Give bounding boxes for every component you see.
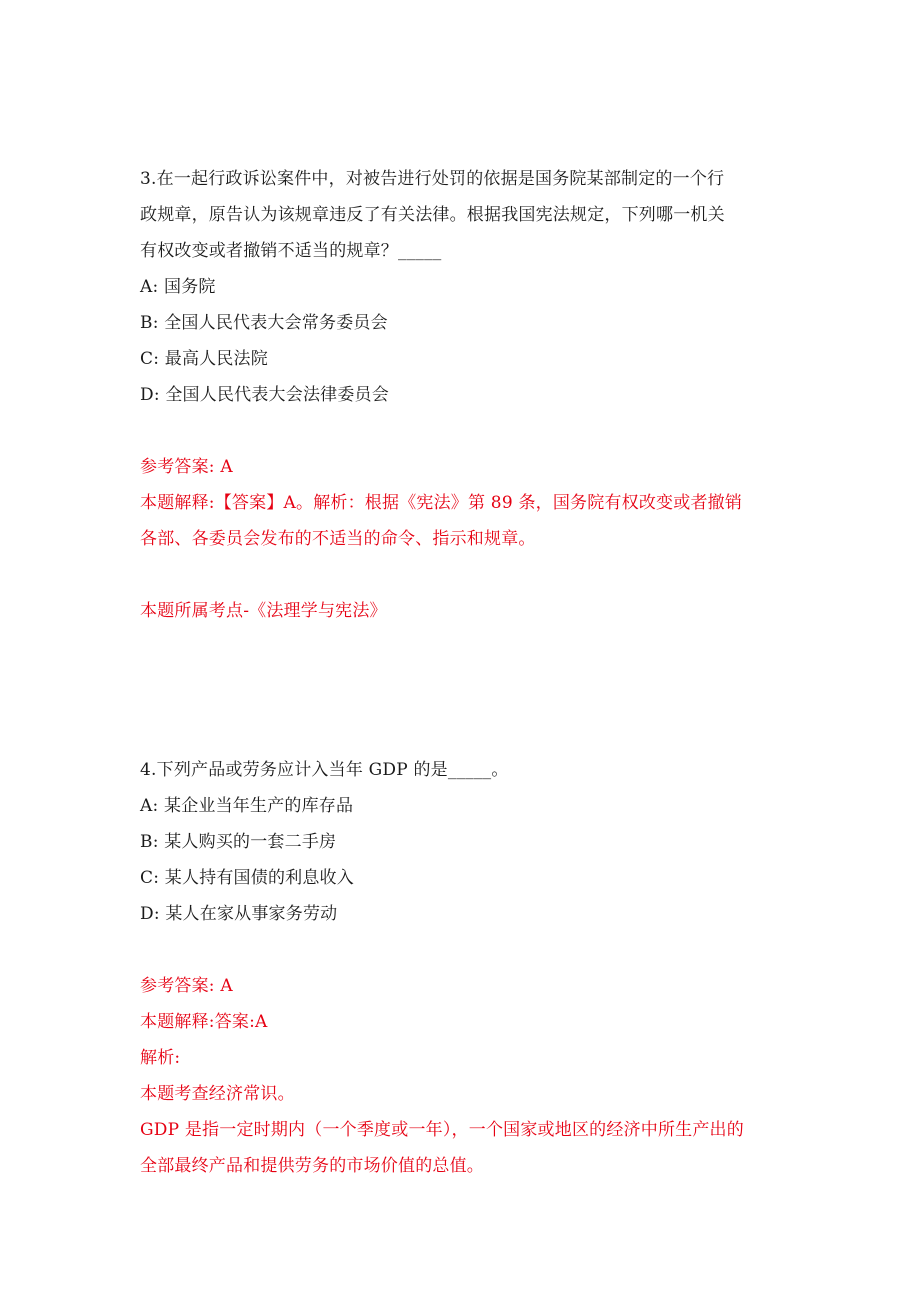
question-4-stem: 4.下列产品或劳务应计入当年 GDP 的是_____。 [140, 760, 509, 780]
question-3-answer: 参考答案: A [140, 457, 233, 477]
question-4-explanation-line-5: 全部最终产品和提供劳务的市场价值的总值。 [140, 1156, 484, 1176]
question-4-explanation-line-2: 解析: [140, 1048, 181, 1068]
question-3-topic: 本题所属考点-《法理学与宪法》 [140, 601, 387, 621]
question-3-stem-line-3: 有权改变或者撤销不适当的规章？_____ [140, 241, 442, 261]
question-3-explanation-line-2: 各部、各委员会发布的不适当的命令、指示和规章。 [140, 529, 536, 549]
question-3-option-d: D: 全国人民代表大会法律委员会 [140, 385, 389, 405]
question-3-stem-line-2: 政规章，原告认为该规章违反了有关法律。根据我国宪法规定，下列哪一机关 [140, 205, 725, 225]
question-4-explanation-line-3: 本题考查经济常识。 [140, 1084, 295, 1104]
question-4-explanation-line-1: 本题解释:答案:A [140, 1012, 268, 1032]
question-3-option-c: C: 最高人民法院 [140, 349, 268, 369]
question-4-explanation-line-4: GDP 是指一定时期内（一个季度或一年），一个国家或地区的经济中所生产出的 [140, 1120, 744, 1140]
question-3-option-a: A: 国务院 [140, 277, 216, 297]
question-4-answer: 参考答案: A [140, 976, 233, 996]
question-3-option-b: B: 全国人民代表大会常务委员会 [140, 313, 388, 333]
question-4-option-b: B: 某人购买的一套二手房 [140, 832, 337, 852]
question-3-explanation-line-1: 本题解释:【答案】A。解析：根据《宪法》第 89 条，国务院有权改变或者撤销 [140, 493, 743, 513]
question-3-stem-line-1: 3.在一起行政诉讼案件中，对被告进行处罚的依据是国务院某部制定的一个行 [140, 169, 725, 189]
question-4-option-d: D: 某人在家从事家务劳动 [140, 904, 338, 924]
question-4-option-a: A: 某企业当年生产的库存品 [140, 796, 354, 816]
question-4-option-c: C: 某人持有国债的利息收入 [140, 868, 354, 888]
